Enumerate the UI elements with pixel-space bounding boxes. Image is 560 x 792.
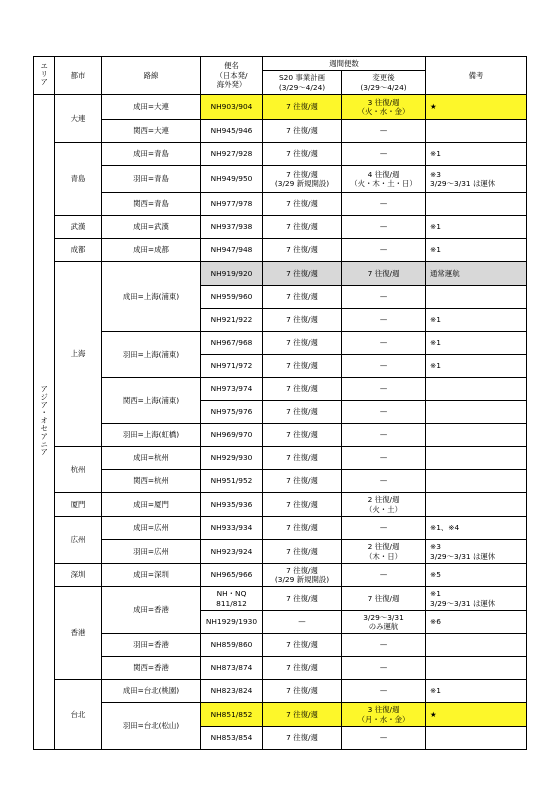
plan-cell: 7 往復/週 (3/29 新規開設) <box>263 166 342 193</box>
route-cell: 関西=青島 <box>102 193 201 216</box>
city-cell: 杭州 <box>55 447 102 493</box>
city-cell: 香港 <box>55 587 102 680</box>
flight-number-cell: NH873/874 <box>201 657 263 680</box>
note-cell: ※1 <box>426 309 527 332</box>
route-cell: 成田=成都 <box>102 239 201 262</box>
city-cell: 台北 <box>55 680 102 750</box>
table-row <box>34 587 527 611</box>
route-cell: 成田=厦門 <box>102 493 201 517</box>
flight-number-cell: NH927/928 <box>201 143 263 166</box>
changed-cell: — <box>342 424 426 447</box>
table-row <box>34 120 527 143</box>
note-cell: ★ <box>426 95 527 120</box>
flight-number-cell: NH973/974 <box>201 378 263 401</box>
plan-cell: 7 往復/週 <box>263 309 342 332</box>
city-cell: 厦門 <box>55 493 102 517</box>
plan-cell: 7 往復/週 <box>263 216 342 239</box>
changed-cell: — <box>342 355 426 378</box>
flight-number-cell: NH977/978 <box>201 193 263 216</box>
changed-cell: — <box>342 193 426 216</box>
changed-cell: 3 往復/週 （月・水・金） <box>342 703 426 727</box>
flight-number-cell: NH937/938 <box>201 216 263 239</box>
table-row <box>34 95 527 120</box>
note-cell <box>426 401 527 424</box>
note-cell <box>426 378 527 401</box>
note-cell: ※1 <box>426 143 527 166</box>
changed-header: 変更後 (3/29～4/24) <box>342 71 426 95</box>
note-cell: ※1 <box>426 216 527 239</box>
table-row <box>34 143 527 166</box>
flight-number-cell: NH823/824 <box>201 680 263 703</box>
flight-number-cell: NH851/852 <box>201 703 263 727</box>
note-cell <box>426 447 527 470</box>
table-row <box>34 262 527 286</box>
flight-number-cell: NH921/922 <box>201 309 263 332</box>
changed-cell: — <box>342 517 426 540</box>
flight-number-cell: NH859/860 <box>201 634 263 657</box>
flight-number-cell: NH853/854 <box>201 727 263 750</box>
route-cell: 成田=香港 <box>102 587 201 634</box>
weekly-flights-header: 週間便数 <box>263 57 426 71</box>
table-row <box>34 680 527 703</box>
changed-cell: 7 往復/週 <box>342 587 426 611</box>
note-cell: 通常運航 <box>426 262 527 286</box>
city-cell: 上海 <box>55 262 102 447</box>
table-row <box>34 493 527 517</box>
flight-number-cell: NH933/934 <box>201 517 263 540</box>
plan-cell: 7 往復/週 (3/29 新規開設) <box>263 564 342 587</box>
flight-number-cell: NH947/948 <box>201 239 263 262</box>
route-cell: 羽田=上海(虹橋) <box>102 424 201 447</box>
note-cell <box>426 493 527 517</box>
changed-cell: — <box>342 309 426 332</box>
note-cell <box>426 634 527 657</box>
city-cell: 広州 <box>55 517 102 564</box>
route-cell: 羽田=台北(松山) <box>102 703 201 750</box>
flight-number-cell: NH965/966 <box>201 564 263 587</box>
city-cell: 成都 <box>55 239 102 262</box>
plan-cell: 7 往復/週 <box>263 378 342 401</box>
route-header: 路線 <box>102 57 201 95</box>
city-header: 都市 <box>55 57 102 95</box>
changed-cell: — <box>342 120 426 143</box>
note-cell <box>426 286 527 309</box>
note-cell <box>426 657 527 680</box>
flight-number-cell: NH971/972 <box>201 355 263 378</box>
area-header: エリア <box>34 57 55 95</box>
table-body <box>34 95 527 750</box>
changed-cell: — <box>342 470 426 493</box>
plan-cell: 7 往復/週 <box>263 262 342 286</box>
table-row <box>34 193 527 216</box>
route-cell: 関西=杭州 <box>102 470 201 493</box>
changed-cell: 3/29～3/31 のみ運航 <box>342 611 426 634</box>
flight-header: 便名 （日本発/ 海外発） <box>201 57 263 95</box>
changed-cell: 2 往復/週 （木・日） <box>342 540 426 564</box>
table-row <box>34 517 527 540</box>
changed-cell: — <box>342 143 426 166</box>
note-cell: ※1 <box>426 239 527 262</box>
flight-number-cell: NH・NQ 811/812 <box>201 587 263 611</box>
route-cell: 成田=深圳 <box>102 564 201 587</box>
route-cell: 羽田=香港 <box>102 634 201 657</box>
plan-cell: 7 往復/週 <box>263 587 342 611</box>
flight-number-cell: NH923/924 <box>201 540 263 564</box>
table-row <box>34 634 527 657</box>
area-cell <box>34 95 55 750</box>
changed-cell: 2 往復/週 （火・土） <box>342 493 426 517</box>
changed-cell: — <box>342 680 426 703</box>
plan-cell: 7 往復/週 <box>263 703 342 727</box>
note-cell: ※1 <box>426 680 527 703</box>
note-cell: ※1 3/29～3/31 は運休 <box>426 587 527 611</box>
plan-cell: 7 往復/週 <box>263 120 342 143</box>
changed-cell: — <box>342 378 426 401</box>
note-cell: ※1 <box>426 355 527 378</box>
changed-cell: 3 往復/週 （火・水・金） <box>342 95 426 120</box>
changed-cell: 7 往復/週 <box>342 262 426 286</box>
changed-cell: — <box>342 564 426 587</box>
changed-cell: — <box>342 332 426 355</box>
table-row <box>34 470 527 493</box>
table-row <box>34 332 527 355</box>
flight-number-cell: NH903/904 <box>201 95 263 120</box>
plan-cell: 7 往復/週 <box>263 540 342 564</box>
flight-number-cell: NH949/950 <box>201 166 263 193</box>
flight-number-cell: NH975/976 <box>201 401 263 424</box>
note-cell: ※3 3/29～3/31 は運休 <box>426 166 527 193</box>
city-cell: 深圳 <box>55 564 102 587</box>
plan-cell: 7 往復/週 <box>263 680 342 703</box>
table-row <box>34 378 527 401</box>
note-cell: ※1 <box>426 332 527 355</box>
table-row <box>34 447 527 470</box>
plan-cell: — <box>263 611 342 634</box>
plan-cell: 7 往復/週 <box>263 470 342 493</box>
table-row <box>34 564 527 587</box>
plan-cell: 7 往復/週 <box>263 517 342 540</box>
route-cell: 羽田=広州 <box>102 540 201 564</box>
changed-cell: — <box>342 239 426 262</box>
route-cell: 関西=大連 <box>102 120 201 143</box>
route-cell: 関西=香港 <box>102 657 201 680</box>
plan-cell: 7 往復/週 <box>263 727 342 750</box>
route-cell: 成田=青島 <box>102 143 201 166</box>
flight-number-cell: NH1929/1930 <box>201 611 263 634</box>
route-cell: 羽田=上海(浦東) <box>102 332 201 378</box>
changed-cell: — <box>342 286 426 309</box>
table-row <box>34 239 527 262</box>
plan-cell: 7 往復/週 <box>263 401 342 424</box>
plan-cell: 7 往復/週 <box>263 286 342 309</box>
plan-header: S20 事業計画 (3/29～4/24) <box>263 71 342 95</box>
route-cell: 成田=大連 <box>102 95 201 120</box>
plan-cell: 7 往復/週 <box>263 424 342 447</box>
plan-cell: 7 往復/週 <box>263 239 342 262</box>
note-cell: ※6 <box>426 611 527 634</box>
changed-cell: 4 往復/週 （火・木・土・日） <box>342 166 426 193</box>
flight-number-cell: NH951/952 <box>201 470 263 493</box>
table-row <box>34 424 527 447</box>
city-cell: 青島 <box>55 143 102 216</box>
changed-cell: — <box>342 447 426 470</box>
note-cell <box>426 193 527 216</box>
note-cell: ※3 3/29～3/31 は運休 <box>426 540 527 564</box>
flight-schedule-table <box>33 56 527 750</box>
area-label: アジア・オセアニア <box>39 385 49 457</box>
table-row <box>34 657 527 680</box>
plan-cell: 7 往復/週 <box>263 657 342 680</box>
route-cell: 成田=台北(桃園) <box>102 680 201 703</box>
note-cell: ※5 <box>426 564 527 587</box>
plan-cell: 7 往復/週 <box>263 193 342 216</box>
table-row <box>34 166 527 193</box>
note-cell <box>426 424 527 447</box>
table-row <box>34 540 527 564</box>
route-cell: 羽田=青島 <box>102 166 201 193</box>
changed-cell: — <box>342 216 426 239</box>
note-cell: ★ <box>426 703 527 727</box>
flight-number-cell: NH969/970 <box>201 424 263 447</box>
table-row <box>34 216 527 239</box>
city-cell: 大連 <box>55 95 102 143</box>
plan-cell: 7 往復/週 <box>263 355 342 378</box>
changed-cell: — <box>342 401 426 424</box>
route-cell: 成田=武漢 <box>102 216 201 239</box>
route-cell: 成田=広州 <box>102 517 201 540</box>
route-cell: 成田=上海(浦東) <box>102 262 201 332</box>
changed-cell: — <box>342 727 426 750</box>
plan-cell: 7 往復/週 <box>263 332 342 355</box>
flight-number-cell: NH929/930 <box>201 447 263 470</box>
flight-number-cell: NH919/920 <box>201 262 263 286</box>
plan-cell: 7 往復/週 <box>263 447 342 470</box>
changed-cell: — <box>342 634 426 657</box>
flight-number-cell: NH967/968 <box>201 332 263 355</box>
changed-cell: — <box>342 657 426 680</box>
flight-number-cell: NH935/936 <box>201 493 263 517</box>
note-cell <box>426 727 527 750</box>
note-cell <box>426 470 527 493</box>
flight-number-cell: NH959/960 <box>201 286 263 309</box>
flight-number-cell: NH945/946 <box>201 120 263 143</box>
city-cell: 武漢 <box>55 216 102 239</box>
route-cell: 関西=上海(浦東) <box>102 378 201 424</box>
table-row <box>34 703 527 727</box>
plan-cell: 7 往復/週 <box>263 493 342 517</box>
plan-cell: 7 往復/週 <box>263 634 342 657</box>
note-cell <box>426 120 527 143</box>
note-header: 備考 <box>426 57 527 95</box>
route-cell: 成田=杭州 <box>102 447 201 470</box>
note-cell: ※1、※4 <box>426 517 527 540</box>
plan-cell: 7 往復/週 <box>263 95 342 120</box>
plan-cell: 7 往復/週 <box>263 143 342 166</box>
